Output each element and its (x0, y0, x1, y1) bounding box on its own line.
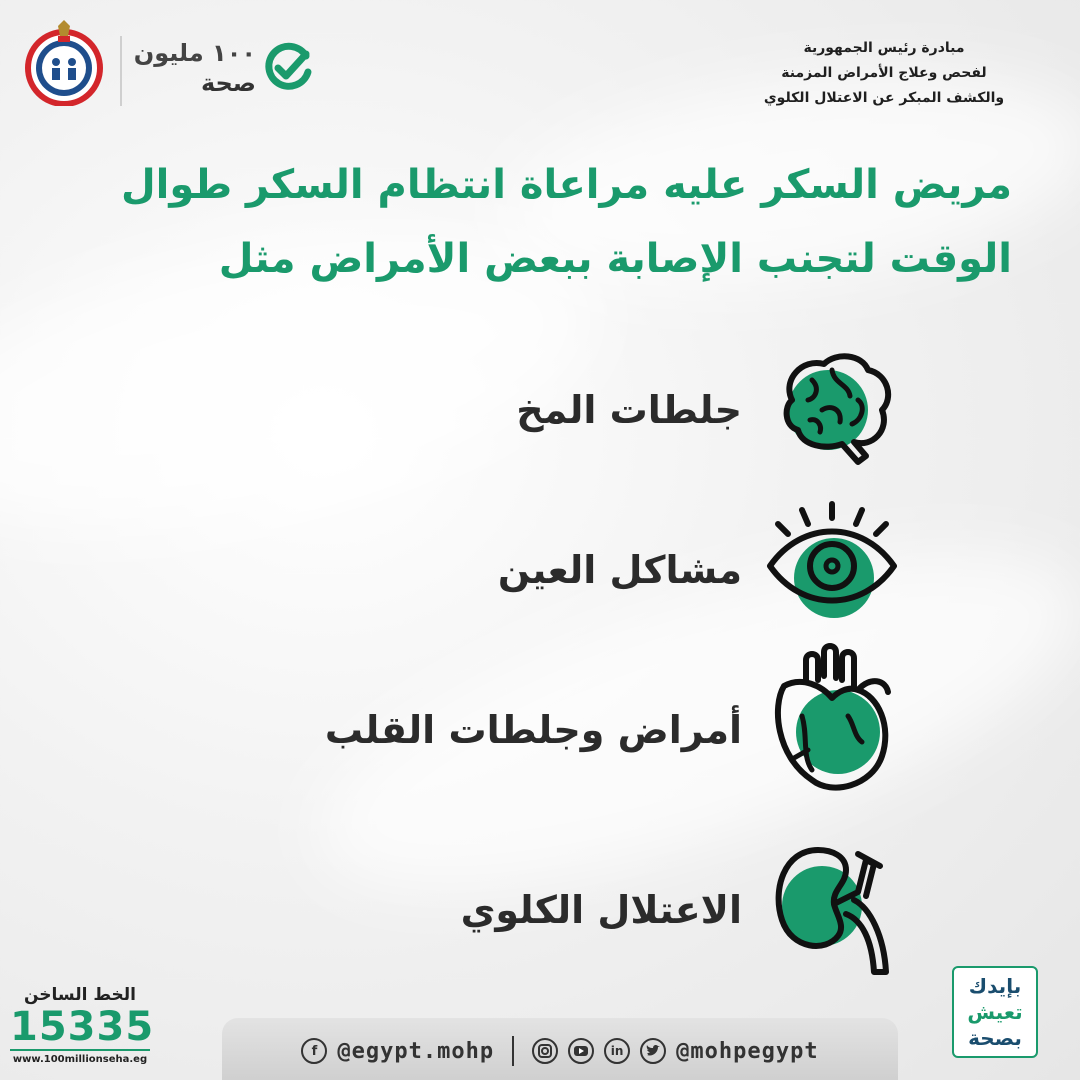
mohpegypt-handle[interactable]: @mohpegypt (676, 1038, 819, 1064)
logo-divider (120, 36, 122, 106)
facebook-handle[interactable]: @egypt.mohp (337, 1038, 495, 1064)
social-divider (512, 1036, 514, 1066)
check-circle-icon (262, 42, 314, 94)
initiative-text (754, 36, 1014, 111)
initiative-line-2: لفحص وعلاج الأمراض المزمنة (781, 65, 987, 81)
item-label-kidney: الاعتلال الكلوي (460, 888, 742, 932)
slogan-line-2: تعيش (967, 1000, 1023, 1024)
headline-line-2: الوقت لتجنب الإصابة ببعض الأمراض مثل (218, 236, 1012, 282)
ministry-of-health-logo (22, 18, 106, 106)
list-item (282, 500, 902, 640)
youtube-icon[interactable] (568, 1038, 594, 1064)
hotline-block (10, 985, 155, 1065)
slogan-badge (952, 966, 1038, 1058)
hotline-number[interactable]: 15335 (10, 1004, 155, 1050)
heart-icon (762, 636, 902, 796)
million-logo-text (134, 38, 256, 98)
brain-icon (762, 340, 902, 480)
headline (112, 148, 1012, 296)
eye-icon (762, 500, 902, 640)
headline-line-1: مريض السكر عليه مراعاة انتظام السكر طوال (120, 162, 1012, 208)
kidney-icon (762, 840, 902, 980)
list-item (282, 660, 902, 800)
slogan-line-3: بصحة (968, 1026, 1022, 1050)
hotline-label: الخط الساخن (23, 985, 137, 1005)
twitter-icon[interactable] (640, 1038, 666, 1064)
initiative-line-1: مبادرة رئيس الجمهورية (803, 40, 965, 56)
list-item (282, 840, 902, 980)
facebook-icon[interactable]: f (301, 1038, 327, 1064)
instagram-icon[interactable] (532, 1038, 558, 1064)
item-label-brain: جلطات المخ (516, 388, 742, 432)
item-label-heart: أمراض وجلطات القلب (324, 708, 742, 752)
100-million-seha-logo (134, 38, 314, 104)
social-bar (222, 1018, 898, 1080)
slogan-line-1: بإيدك (968, 974, 1022, 998)
item-label-eye: مشاكل العين (497, 548, 742, 592)
initiative-line-3: والكشف المبكر عن الاعتلال الكلوي (763, 90, 1005, 106)
linkedin-icon[interactable]: in (604, 1038, 630, 1064)
list-item (282, 340, 902, 480)
million-logo-line2: صحة (200, 69, 256, 97)
million-logo-line1: ١٠٠ مليون (133, 39, 256, 67)
website-url[interactable]: www.100millionseha.eg (12, 1054, 148, 1065)
